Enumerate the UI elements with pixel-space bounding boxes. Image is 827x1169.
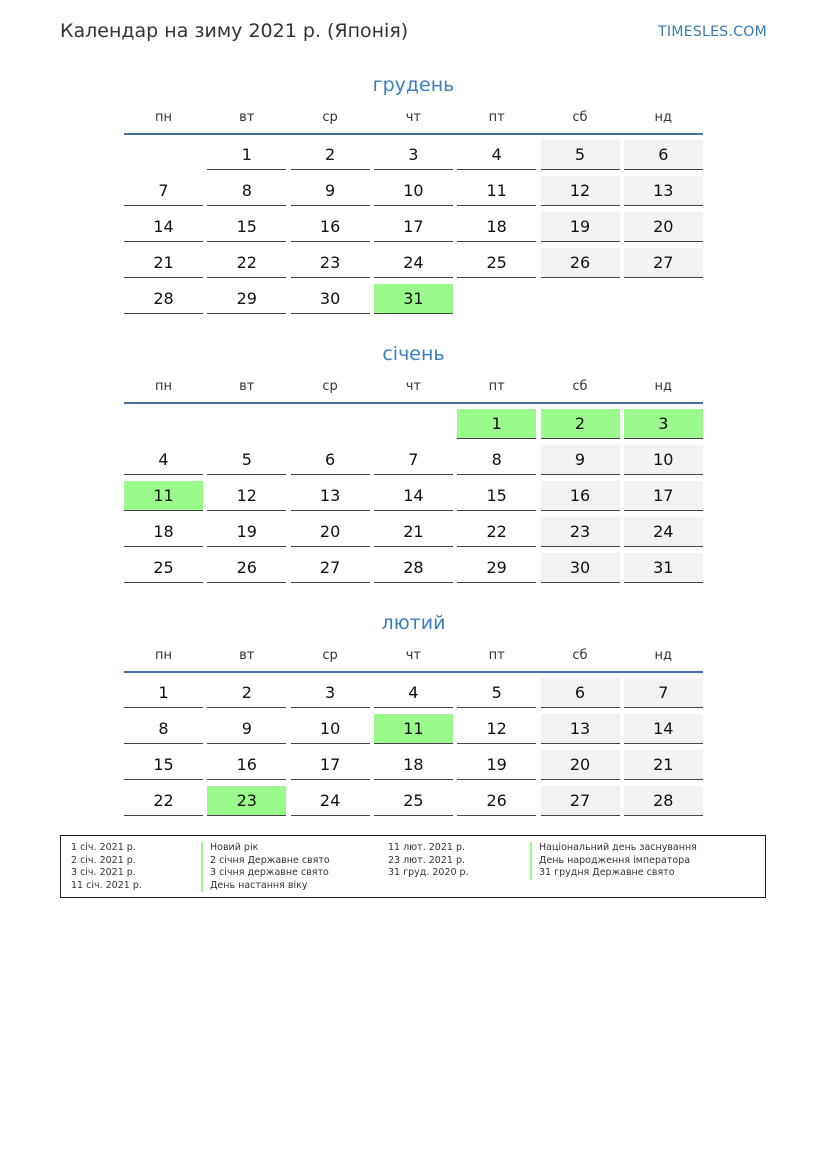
day-cell: 22 (207, 248, 286, 278)
month-0 (124, 70, 703, 320)
day-cell: 20 (291, 517, 370, 547)
weekday-label: сб (572, 110, 588, 125)
day-grid (124, 409, 703, 589)
day-cell: 25 (374, 786, 453, 816)
day-cell: 23 (541, 517, 620, 547)
day-cell: 31 (624, 553, 703, 583)
day-cell: 15 (124, 750, 203, 780)
holiday-day-cell: 3 (624, 409, 703, 439)
day-cell: 1 (207, 140, 286, 170)
day-cell: 5 (457, 678, 536, 708)
day-grid (124, 678, 703, 822)
legend-holiday-name: 2 січня Державне свято (201, 855, 330, 868)
weekday-header (124, 377, 703, 402)
weekday-label: ср (322, 379, 338, 394)
day-cell: 16 (207, 750, 286, 780)
day-cell: 4 (457, 140, 536, 170)
day-cell: 6 (291, 445, 370, 475)
day-cell: 25 (124, 553, 203, 583)
page-title: Календар на зиму 2021 р. (Японія) (60, 20, 409, 42)
day-cell: 18 (124, 517, 203, 547)
day-cell: 9 (541, 445, 620, 475)
site-link[interactable]: TIMESLES.COM (658, 24, 767, 40)
weekday-label: нд (654, 648, 673, 663)
day-cell: 24 (374, 248, 453, 278)
legend-date: 23 лют. 2021 р. (388, 854, 465, 866)
day-cell: 26 (541, 248, 620, 278)
day-cell: 16 (541, 481, 620, 511)
day-cell: 13 (541, 714, 620, 744)
legend-date: 2 січ. 2021 р. (71, 854, 136, 866)
holiday-day-cell: 1 (457, 409, 536, 439)
day-cell: 1 (124, 678, 203, 708)
day-cell: 12 (457, 714, 536, 744)
weekday-label: пн (155, 110, 172, 125)
day-cell: 7 (374, 445, 453, 475)
day-grid (124, 140, 703, 320)
day-cell: 24 (624, 517, 703, 547)
legend-dates-left (71, 842, 142, 892)
legend-dates-right (388, 842, 469, 880)
day-cell: 23 (291, 248, 370, 278)
day-cell: 3 (291, 678, 370, 708)
day-cell: 28 (374, 553, 453, 583)
day-cell: 22 (124, 786, 203, 816)
day-cell: 17 (374, 212, 453, 242)
month-1 (124, 339, 703, 589)
day-cell: 6 (624, 140, 703, 170)
day-cell: 18 (457, 212, 536, 242)
day-cell: 2 (207, 678, 286, 708)
legend-names-right (530, 842, 697, 880)
day-cell: 14 (124, 212, 203, 242)
holiday-day-cell: 31 (374, 284, 453, 314)
weekday-label: вт (239, 648, 255, 663)
day-cell: 30 (291, 284, 370, 314)
day-cell: 16 (291, 212, 370, 242)
header-divider (124, 402, 703, 404)
day-cell: 17 (624, 481, 703, 511)
day-cell: 12 (207, 481, 286, 511)
day-cell: 8 (457, 445, 536, 475)
day-cell: 13 (291, 481, 370, 511)
weekday-label: пт (488, 648, 505, 663)
legend-date: 3 січ. 2021 р. (71, 867, 136, 878)
weekday-label: чт (405, 110, 422, 125)
day-cell: 27 (624, 248, 703, 278)
day-cell: 15 (457, 481, 536, 511)
month-2 (124, 608, 703, 822)
month-name: січень (382, 343, 445, 365)
weekday-label: чт (405, 648, 422, 663)
weekday-label: чт (405, 379, 422, 394)
holiday-legend (60, 835, 766, 898)
day-cell: 19 (541, 212, 620, 242)
month-name: грудень (372, 74, 455, 96)
legend-date: 11 січ. 2021 р. (71, 879, 142, 891)
day-cell: 5 (541, 140, 620, 170)
day-cell: 29 (457, 553, 536, 583)
legend-date: 31 груд. 2020 р. (388, 867, 469, 878)
day-cell: 4 (374, 678, 453, 708)
day-cell: 21 (124, 248, 203, 278)
legend-holiday-name: День народження імператора (530, 855, 697, 868)
weekday-label: ср (322, 110, 338, 125)
day-cell: 21 (374, 517, 453, 547)
weekday-label: ср (322, 648, 338, 663)
legend-holiday-name: День настання віку (201, 880, 330, 893)
day-cell: 3 (374, 140, 453, 170)
day-cell: 9 (291, 176, 370, 206)
day-cell: 7 (624, 678, 703, 708)
day-cell: 27 (541, 786, 620, 816)
day-cell: 25 (457, 248, 536, 278)
weekday-label: пт (488, 110, 505, 125)
weekday-label: пт (488, 379, 505, 394)
day-cell: 29 (207, 284, 286, 314)
header-divider (124, 133, 703, 135)
weekday-header (124, 646, 703, 671)
day-cell: 30 (541, 553, 620, 583)
day-cell: 21 (624, 750, 703, 780)
day-cell: 19 (207, 517, 286, 547)
legend-holiday-name: Національний день заснування (530, 842, 697, 855)
day-cell: 7 (124, 176, 203, 206)
day-cell: 20 (541, 750, 620, 780)
day-cell: 14 (624, 714, 703, 744)
day-cell: 10 (374, 176, 453, 206)
weekday-label: вт (239, 379, 255, 394)
day-cell: 14 (374, 481, 453, 511)
legend-holiday-name: Новий рік (201, 842, 330, 855)
day-cell: 10 (624, 445, 703, 475)
holiday-day-cell: 11 (124, 481, 203, 511)
day-cell: 5 (207, 445, 286, 475)
holiday-day-cell: 11 (374, 714, 453, 744)
day-cell: 13 (624, 176, 703, 206)
legend-date: 11 лют. 2021 р. (388, 842, 465, 853)
weekday-label: сб (572, 648, 588, 663)
legend-holiday-name: 3 січня державне свято (201, 867, 330, 880)
day-cell: 26 (207, 553, 286, 583)
weekday-label: нд (654, 110, 673, 125)
weekday-label: нд (654, 379, 673, 394)
day-cell: 10 (291, 714, 370, 744)
day-cell: 6 (541, 678, 620, 708)
holiday-day-cell: 2 (541, 409, 620, 439)
legend-holiday-name: 31 грудня Державне свято (530, 867, 697, 880)
day-cell: 26 (457, 786, 536, 816)
day-cell: 20 (624, 212, 703, 242)
day-cell: 27 (291, 553, 370, 583)
day-cell: 11 (457, 176, 536, 206)
day-cell: 8 (124, 714, 203, 744)
day-cell: 8 (207, 176, 286, 206)
weekday-label: сб (572, 379, 588, 394)
day-cell: 17 (291, 750, 370, 780)
weekday-header (124, 108, 703, 133)
legend-names-left (201, 842, 330, 892)
legend-date: 1 січ. 2021 р. (71, 842, 136, 853)
day-cell: 9 (207, 714, 286, 744)
day-cell: 24 (291, 786, 370, 816)
header-divider (124, 671, 703, 673)
day-cell: 12 (541, 176, 620, 206)
day-cell: 4 (124, 445, 203, 475)
day-cell: 28 (124, 284, 203, 314)
day-cell: 18 (374, 750, 453, 780)
day-cell: 22 (457, 517, 536, 547)
day-cell: 28 (624, 786, 703, 816)
holiday-day-cell: 23 (207, 786, 286, 816)
month-name: лютий (381, 612, 446, 634)
weekday-label: пн (155, 648, 172, 663)
day-cell: 2 (291, 140, 370, 170)
day-cell: 19 (457, 750, 536, 780)
weekday-label: пн (155, 379, 172, 394)
weekday-label: вт (239, 110, 255, 125)
day-cell: 15 (207, 212, 286, 242)
